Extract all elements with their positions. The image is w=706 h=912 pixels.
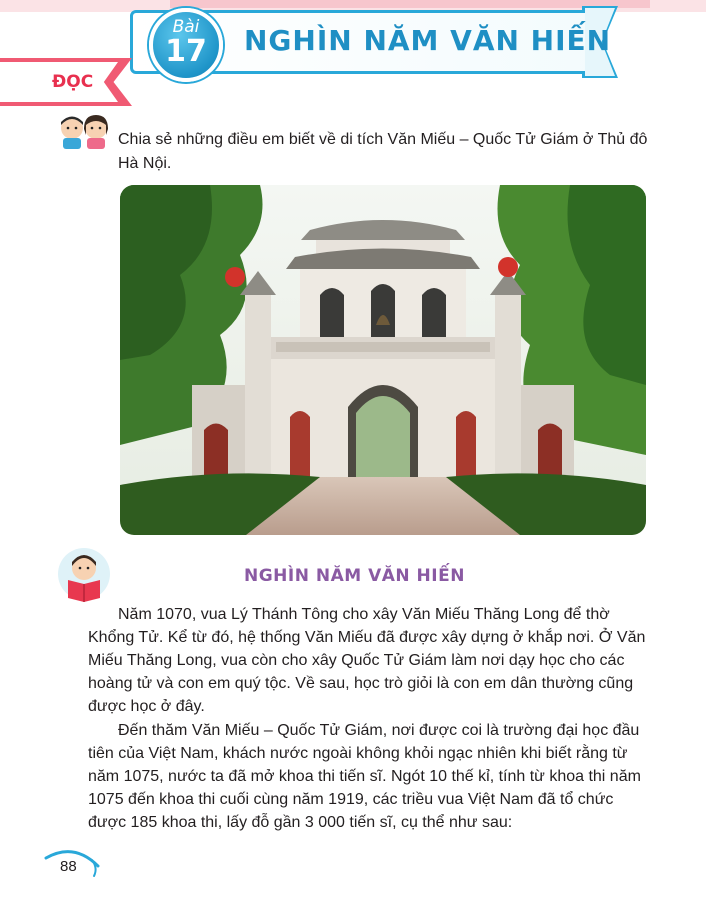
lesson-word: Bài	[172, 17, 200, 37]
reading-paragraph-1: Năm 1070, vua Lý Thánh Tông cho xây Văn Miếu Thăng Long để thờ Khổng Tử. Kể từ đó, hệ thống Văn Miếu đã được xây dựng ở khắp nơi. Ở Văn Miếu Thăng Long, vua còn cho xây Quốc Tử Giám làm nơi dạy học cho các hoàng tử và con em quý tộc. Về sau, học trò giỏi là con em dân thường cũng được học ở đây.	[88, 606, 646, 715]
lesson-title: NGHÌN NĂM VĂN HIẾN	[244, 24, 612, 57]
reading-paragraph-2: Đến thăm Văn Miếu – Quốc Tử Giám, nơi được coi là trường đại học đầu tiên của Việt Nam, khách nước ngoài không khỏi ngạc nhiên khi biết rằng từ năm 1075, nước ta đã mở khoa thi tiến sĩ. Ngót 10 thế kỉ, tính từ khoa thi năm 1075 đến khoa thi cuối cùng năm 1919, các triều vua Việt Nam đã tổ chức được 185 khoa thi, lấy đỗ gần 3 000 tiến sĩ, cụ thể như sau:	[88, 722, 641, 831]
intro-question: Chia sẻ những điều em biết về di tích Văn Miếu – Quốc Tử Giám ở Thủ đô Hà Nội.	[118, 131, 648, 172]
child-reading-book-icon	[56, 546, 112, 602]
section-label: ĐỌC	[52, 72, 94, 92]
temple-gate-photo	[120, 185, 646, 535]
two-children-icon	[54, 113, 114, 149]
page-number: 88	[60, 858, 77, 875]
reading-title: NGHÌN NĂM VĂN HIẾN	[244, 566, 465, 586]
lesson-number: 17	[165, 34, 207, 69]
lesson-number-badge	[149, 8, 223, 82]
